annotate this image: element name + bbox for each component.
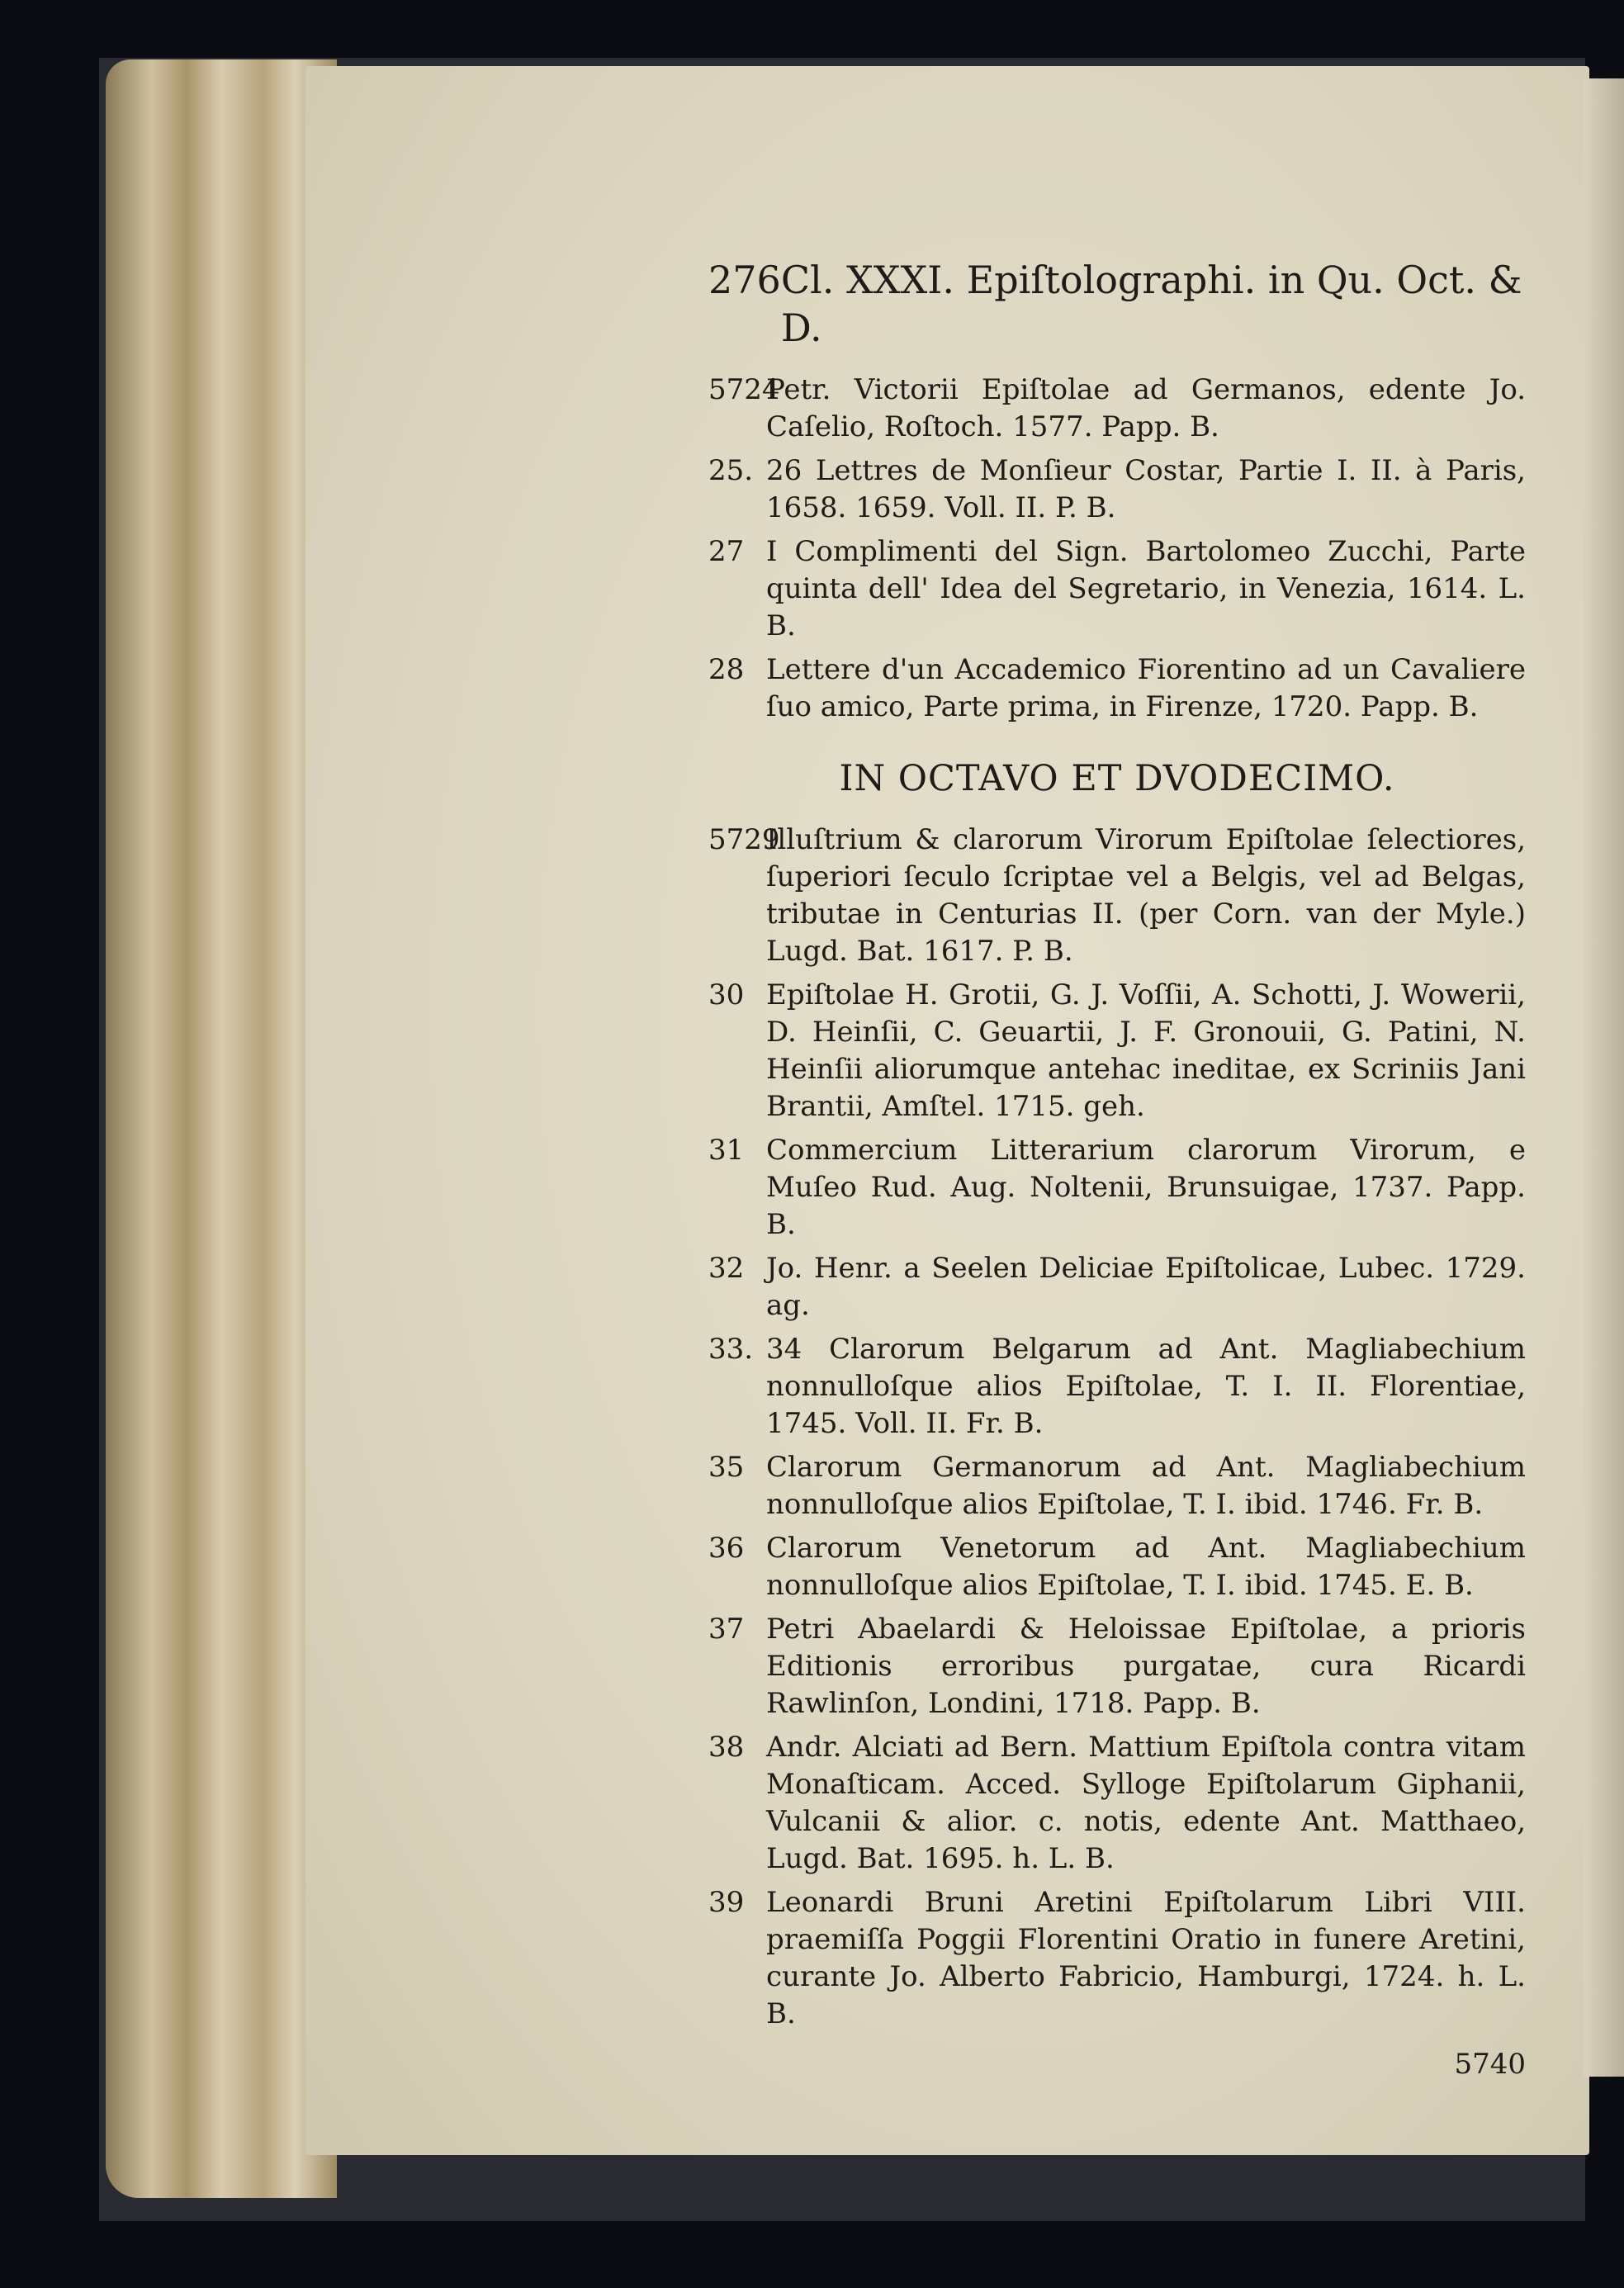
entry-text: Petr. Victorii Epiſtolae ad Germanos, edente Jo. Caſelio, Roſtoch. 1577. Papp. B. bbox=[766, 373, 1526, 443]
catalog-entry bbox=[708, 822, 1526, 970]
catchword: 5740 bbox=[1454, 2048, 1526, 2081]
catalog-entry bbox=[708, 533, 1526, 645]
entry-text: Petri Abaelardi & Heloissae Epiſtolae, a prioris Editionis erroribus purgatae, cura Ricardi Rawlinſon, Londini, 1718. Papp. B. bbox=[766, 1613, 1526, 1720]
catalog-entry bbox=[708, 1331, 1526, 1442]
entry-number: 31 bbox=[708, 1134, 745, 1167]
entry-number: 35 bbox=[708, 1451, 745, 1484]
page-text bbox=[708, 256, 1526, 2083]
entry-number: 5729 bbox=[708, 823, 780, 856]
catalog-entry bbox=[708, 1132, 1526, 1243]
scan-top-edge bbox=[0, 0, 1624, 15]
catalog-entry bbox=[708, 1530, 1526, 1604]
page-edges bbox=[106, 59, 337, 2198]
catalog-entry bbox=[708, 977, 1526, 1125]
entry-number: 30 bbox=[708, 978, 745, 1011]
entry-text: Epiſtolae H. Grotii, G. J. Voſſii, A. Schotti, J. Wowerii, D. Heinſii, C. Geuartii, J. F. Gronouii, G. Patini, N. Heinſii aliorumque antehac ineditae, ex Scriniis Jani Brantii, Amſtel. 1715. geh. bbox=[766, 978, 1526, 1123]
entry-number: 28 bbox=[708, 653, 745, 686]
entry-text: Andr. Alciati ad Bern. Mattium Epiſtola contra vitam Monaſticam. Acced. Sylloge Epiſtolarum Giphanii, Vulcanii & alior. c. notis, edente Ant. Matthaeo, Lugd. Bat. 1695. h. L. B. bbox=[766, 1731, 1526, 1875]
entry-number: 5724 bbox=[708, 373, 780, 406]
entry-text: 26 Lettres de Monſieur Costar, Partie I. II. à Paris, 1658. 1659. Voll. II. P. B. bbox=[766, 454, 1526, 524]
entry-number: 36 bbox=[708, 1532, 745, 1565]
entry-text: Commercium Litterarium clarorum Virorum, e Muſeo Rud. Aug. Noltenii, Brunsuigae, 1737. Papp. B. bbox=[766, 1134, 1526, 1241]
entry-number: 32 bbox=[708, 1252, 745, 1285]
facing-page-edge bbox=[1584, 78, 1624, 2077]
running-header bbox=[708, 256, 1526, 352]
catalog-entry bbox=[708, 372, 1526, 446]
entry-text: I Complimenti del Sign. Bartolomeo Zucchi, Parte quinta dell' Idea del Segretario, in Venezia, 1614. L. B. bbox=[766, 535, 1526, 642]
entry-text: Illuſtrium & clarorum Virorum Epiſtolae ſelectiores, ſuperiori ſeculo ſcriptae vel a Belgis, vel ad Belgas, tributae in Centurias II. (per Corn. van der Myle.) Lugd. Bat. 1617. P. B. bbox=[766, 823, 1526, 968]
entries-quarto bbox=[708, 372, 1526, 726]
header-title: Cl. XXXI. Epiſtolographi. in Qu. Oct. & D. bbox=[780, 258, 1522, 350]
section-heading: IN OCTAVO ET DVODECIMO. bbox=[839, 758, 1395, 799]
entry-number: 37 bbox=[708, 1613, 745, 1646]
page-number: 276 bbox=[708, 258, 781, 302]
entry-number: 33. bbox=[708, 1333, 754, 1366]
entry-number: 39 bbox=[708, 1886, 745, 1919]
catalog-entry bbox=[708, 452, 1526, 527]
catalog-entry bbox=[708, 1250, 1526, 1324]
entry-number: 38 bbox=[708, 1731, 745, 1764]
catalog-entry bbox=[708, 651, 1526, 726]
entry-text: Clarorum Venetorum ad Ant. Magliabechium nonnulloſque alios Epiſtolae, T. I. ibid. 1745. E. B. bbox=[766, 1532, 1526, 1602]
catalog-entry bbox=[708, 1611, 1526, 1722]
entry-text: Jo. Henr. a Seelen Deliciae Epiſtolicae, Lubec. 1729. ag. bbox=[766, 1252, 1526, 1322]
entries-octavo bbox=[708, 822, 1526, 2033]
entry-number: 27 bbox=[708, 535, 745, 568]
entry-number: 25. bbox=[708, 454, 754, 487]
catalog-entry bbox=[708, 1884, 1526, 2033]
entry-text: Leonardi Bruni Aretini Epiſtolarum Libri VIII. praemiſſa Poggii Florentini Oratio in funere Aretini, curante Jo. Alberto Fabricio, Hamburgi, 1724. h. L. B. bbox=[766, 1886, 1526, 2030]
entry-text: Lettere d'un Accademico Fiorentino ad un Cavaliere ſuo amico, Parte prima, in Firenze, 1720. Papp. B. bbox=[766, 653, 1526, 723]
entry-text: 34 Clarorum Belgarum ad Ant. Magliabechium nonnulloſque alios Epiſtolae, T. I. II. Florentiae, 1745. Voll. II. Fr. B. bbox=[766, 1333, 1526, 1440]
catalog-entry bbox=[708, 1729, 1526, 1878]
entry-text: Clarorum Germanorum ad Ant. Magliabechium nonnulloſque alios Epiſtolae, T. I. ibid. 1746. Fr. B. bbox=[766, 1451, 1526, 1521]
catalog-entry bbox=[708, 1449, 1526, 1523]
